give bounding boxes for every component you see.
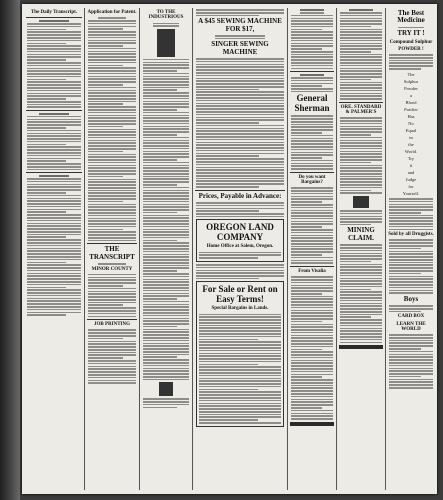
side-word: Purifier — [404, 106, 418, 112]
oregon-land-subtitle: Home Office at Salem, Oregon. — [206, 244, 274, 250]
best-medicine-heading: The Best Medicine — [397, 9, 425, 25]
oregon-land-title: OREGON LAND COMPANY — [206, 222, 274, 242]
side-word: Sulphur — [403, 78, 419, 84]
side-word: Equal — [405, 127, 417, 133]
singer-ad-subtitle: SINGER SEWING MACHINE — [211, 40, 269, 56]
side-word: Has — [407, 113, 415, 119]
column-1 — [26, 8, 82, 490]
sewing-machine-ad-title: A $45 SEWING MACHINE FOR $17, — [198, 17, 282, 33]
side-word: Blood — [405, 99, 417, 105]
col6-heading-standard: ORE. STANDARD & PALMER'S — [340, 104, 382, 116]
learn-world-heading: LEARN THE WORLD — [396, 321, 426, 332]
try-it-heading: TRY IT ! — [397, 29, 425, 38]
side-word: the — [408, 141, 414, 147]
col3-heading-top: TO THE INDUSTRIOUS — [148, 10, 184, 21]
side-word: Yourself. — [402, 190, 420, 196]
col2-heading-transcript: THE TRANSCRIPT — [89, 245, 135, 261]
column-3 — [142, 8, 190, 490]
general-sherman-heading: General Sherman — [294, 93, 330, 113]
powder-heading: POWDER ! — [398, 46, 424, 52]
sold-by-druggists: Sold by all Druggists. — [388, 232, 434, 238]
side-word: in — [409, 134, 413, 140]
column-6 — [339, 8, 383, 490]
column-1-text — [26, 20, 82, 316]
column-2 — [87, 8, 137, 490]
for-sale-ad — [196, 281, 284, 426]
bottom-advert-bar — [290, 422, 334, 426]
boys-heading: Boys — [403, 294, 419, 303]
column-5 — [290, 8, 334, 490]
bargains-heading: Do you want Bargains? — [298, 174, 326, 186]
col2-heading-top: Application for Patent. — [87, 10, 137, 15]
book-binding — [0, 0, 20, 500]
side-word: World. — [404, 148, 418, 154]
side-word: Try — [407, 155, 415, 161]
col2-heading-minor: MINOR COUNTY — [91, 266, 133, 272]
side-word: a — [410, 92, 412, 98]
side-word: it — [409, 162, 413, 168]
newspaper-page — [22, 4, 437, 494]
for-sale-title: For Sale or Rent on Easy Terms! — [202, 284, 278, 304]
column-4 — [195, 8, 285, 490]
column-7 — [388, 8, 434, 490]
bottom-advert-bar-2 — [339, 345, 383, 349]
sulphur-powder-column — [388, 71, 434, 197]
compound-sulphur-heading: Compound Sulphur — [389, 39, 433, 45]
small-engraving — [353, 196, 369, 208]
visalia-heading: From Visalia — [298, 268, 326, 274]
side-word: Judge — [405, 176, 417, 182]
masthead: The Daily Transcript. — [30, 10, 78, 15]
prices-heading: Prices, Payable in Advance: — [198, 191, 282, 200]
for-sale-subtitle: Special Bargains in Lands. — [211, 306, 269, 312]
side-word: The — [407, 71, 415, 77]
card-box-heading: CARD BOX — [397, 314, 425, 320]
oregon-land-ad — [196, 219, 284, 261]
side-word: No — [408, 120, 414, 126]
mining-claim-heading: MINING CLAIM. — [347, 226, 375, 242]
side-word: for — [408, 183, 414, 189]
portrait-engraving-top — [157, 29, 175, 57]
side-word: and — [407, 169, 415, 175]
portrait-engraving-bottom — [159, 382, 173, 396]
col2-heading-job-printing: JOB PRINTING — [94, 322, 130, 328]
side-word: Powder — [404, 85, 418, 91]
